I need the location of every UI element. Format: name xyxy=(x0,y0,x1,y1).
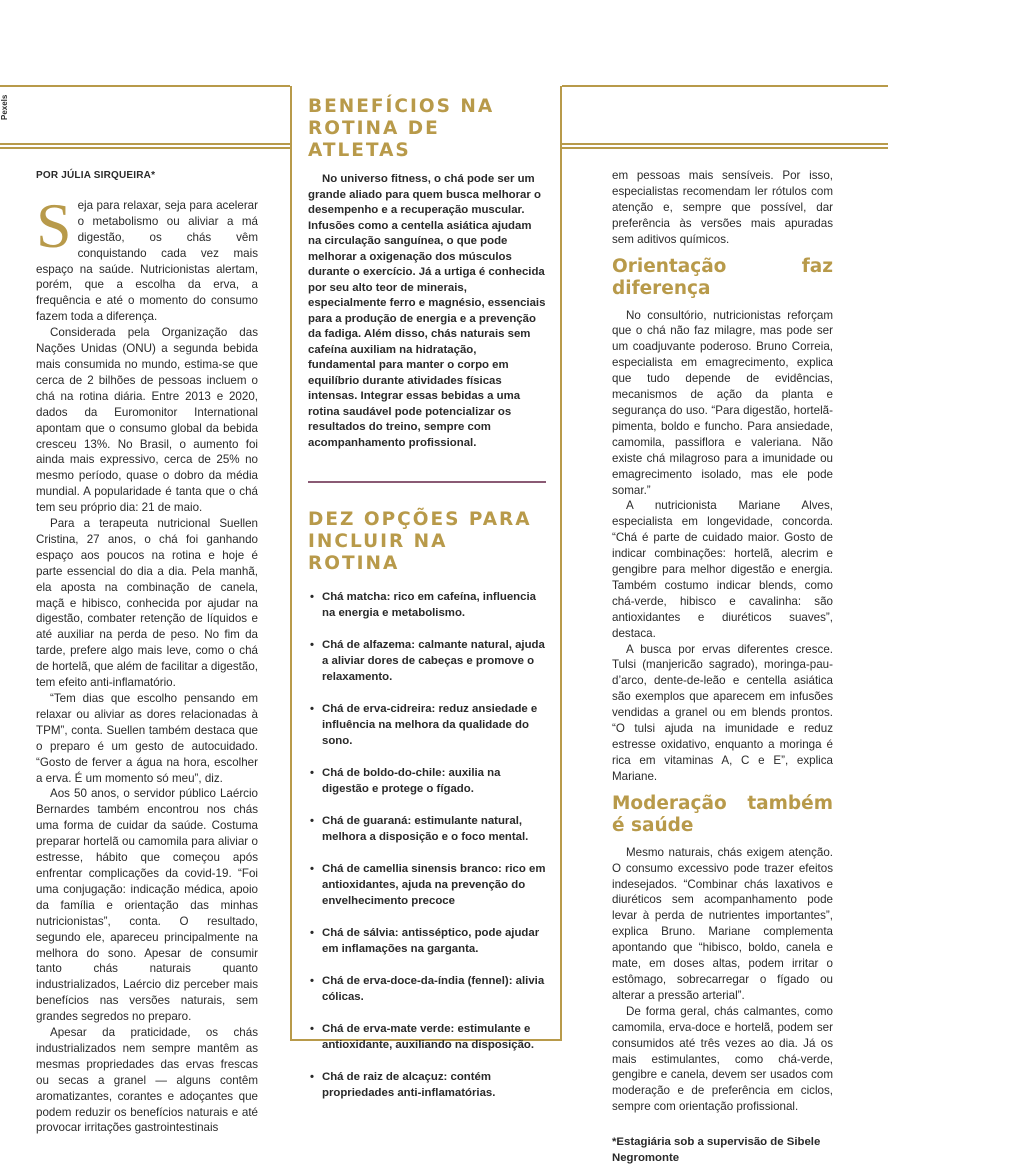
tea-description: contém propriedades anti-inflamatórias. xyxy=(322,1071,496,1099)
tea-list-item xyxy=(308,1021,546,1053)
tea-list-item xyxy=(308,637,546,685)
lead-paragraph: Seja para relaxar, seja para acelerar o metabolismo ou aliviar a má digestão, os chás vêm conquistando cada vez mais espaço na saúde. Nutricionistas alertam, porém, que a escolha da erva, a frequência e até o momento do consumo fazem toda a diferença. xyxy=(36,189,258,324)
paragraph: Apesar da praticidade, os chás industrializados nem sempre mantêm as mesmas propriedades das ervas frescas ou secas a granel — alguns contêm aromatizantes, corantes e adoçantes que podem reduzir os benefícios naturais e até provocar irritações gastrointestinais xyxy=(36,1026,258,1135)
tea-name: Chá de raiz de alcaçuz: xyxy=(322,1071,448,1083)
tea-description: antisséptico, pode ajudar em inflamações na garganta. xyxy=(322,927,540,955)
paragraph: De forma geral, chás calmantes, como camomila, erva-doce e hortelã, podem ser consumidos até três vezes ao dia. Já os mais estimulantes, como chá-verde, gengibre e canela, devem ser usados com moderação e de preferência em ciclos, sempre com orientação profissional. xyxy=(612,1004,833,1114)
top-rule-right xyxy=(562,85,888,87)
bullet-icon: • xyxy=(310,975,314,987)
tea-list-item xyxy=(308,861,546,909)
tea-list-item xyxy=(308,925,546,957)
paragraph: Mesmo naturais, chás exigem atenção. O consumo excessivo pode trazer efeitos indesejados. “Combinar chás laxativos e diuréticos sem acompanhamento pode levar à perda de nutrientes importantes”, explica Bruno. Mariane complementa apontando que “hibisco, boldo, canela e mate, em doses altas, podem irritar o estômago, sobrecarregar o fígado ou alterar a pressão arterial”. xyxy=(612,845,833,1002)
subheading-orientacao: Orientação faz diferença xyxy=(612,255,833,299)
paragraph: “Tem dias que escolho pensando em relaxar ou aliviar as dores relacionadas à TPM”, conta. Suellen também destaca que o preparo é um gesto de autocuidado. “Gosto de ferver a água na hora, escolher a erva. É um momento só meu”, diz. xyxy=(36,692,258,785)
left-column xyxy=(36,168,258,1136)
drop-cap: S xyxy=(36,189,72,261)
box-text-athletes: No universo fitness, o chá pode ser um grande aliado para quem busca melhorar o desempenho e a recuperação muscular. Infusões como a centella asiática ajudam na circulação sanguínea, o que pode melhorar a oxigenação dos músculos durante o exercício. Já a urtiga é conhecida por seu alto teor de minerais, especialmente ferro e magnésio, essenciais para a produção de energia e a prevenção da fadiga. Além disso, chás naturais sem cafeína auxiliam na hidratação, fundamental para manter o corpo em equilíbrio durante atividades físicas intensas. Integrar essas bebidas a uma rotina saudável pode potencializar os resultados do treino, sempre com acompanhamento profissional. xyxy=(308,173,546,449)
tea-list xyxy=(308,589,546,1101)
tea-description: estimulante e antioxidante, auxiliando na disposição. xyxy=(322,1023,535,1051)
bullet-icon: • xyxy=(310,1023,314,1035)
tea-description: rico em cafeína, influencia na energia e metabolismo. xyxy=(322,591,536,619)
tea-name: Chá de boldo-do-chile: xyxy=(322,767,446,779)
tea-name: Chá de camellia sinensis branco: xyxy=(322,863,502,875)
tea-description: auxilia na digestão e protege o fígado. xyxy=(322,767,501,795)
tea-name: Chá matcha: xyxy=(322,591,391,603)
tea-name: Chá de erva-cidreira: xyxy=(322,703,436,715)
box-divider xyxy=(308,481,546,483)
footnote: *Estagiária sob a supervisão de Sibele Negromonte xyxy=(612,1136,821,1164)
paragraph: Para a terapeuta nutricional Suellen Cristina, 27 anos, o chá foi ganhando espaço aos poucos na rotina e hoje é parte essencial do dia a dia. Pela manhã, ela aposta na combinação de canela, maçã e hibisco, conhecida por ajudar na digestão, combater retenção de líquidos e até auxiliar na perda de peso. No fim da tarde, prefere algo mais leve, como o chá de hortelã, que além de facilitar a digestão, tem efeito anti-inflamatório. xyxy=(36,517,258,690)
tea-name: Chá de erva-mate verde: xyxy=(322,1023,455,1035)
box-title-options: DEZ OPÇÕES PARA INCLUIR NA ROTINA xyxy=(308,509,532,574)
tea-description: rico em antioxidantes, ajuda na prevenção do envelhecimento precoce xyxy=(322,863,546,907)
bullet-icon: • xyxy=(310,863,314,875)
box-title-athletes: BENEFÍCIOS NA ROTINA DE ATLETAS xyxy=(308,96,495,161)
bullet-icon: • xyxy=(310,1071,314,1083)
tea-name: Chá de guaraná: xyxy=(322,815,412,827)
tea-list-item xyxy=(308,1069,546,1101)
header-rule-left-2 xyxy=(0,147,290,149)
paragraph: No consultório, nutricionistas reforçam que o chá não faz milagre, mas pode ser um coadjuvante poderoso. Bruno Correia, especialista em emagrecimento, explica que tudo depende de evidências, mecanismos de ação da planta e segurança do uso. “Para digestão, hortelã-pimenta, boldo e funcho. Para ansiedade, camomila, passiflora e valeriana. Não existe chá milagroso para a imunidade ou emagrecimento isolado, mas ele pode somar.” xyxy=(612,308,833,497)
tea-description: calmante natural, ajuda a aliviar dores de cabeças e promove o relaxamento. xyxy=(322,639,545,683)
tea-description: alivia cólicas. xyxy=(322,975,545,1003)
paragraph: A nutricionista Mariane Alves, especialista em longevidade, concorda. “Chá é parte de cuidado maior. Gosto de indicar combinações: hortelã, alecrim e gengibre para melhor digestão e energia. Também costumo indicar blends, como chá-verde, hibisco e cavalinha: são antioxidantes e diuréticos suaves”, destaca. xyxy=(612,499,833,640)
tea-list-item xyxy=(308,765,546,797)
header-rule-right-2 xyxy=(562,147,888,149)
paragraph: Considerada pela Organização das Nações Unidas (ONU) a segunda bebida mais consumida no mundo, estima-se que cerca de 2 bilhões de pessoas incluem o chá na rotina diária. Entre 2013 e 2020, dados da Euromonitor International apontam que o consumo global da bebida cresceu 13%. No Brasil, o aumento foi ainda mais expressivo, cerca de 25% no mesmo período, quase o dobro da média mundial. A popularidade é tanta que o chá tem seu próprio dia: 21 de maio. xyxy=(36,326,258,515)
paragraph: A busca por ervas diferentes cresce. Tulsi (manjericão sagrado), moringa-pau-d’arco, dente-de-leão e centella asiática são exemplos que aparecem em infusões vendidas a granel ou em blends prontos. “O tulsi ajuda na imunidade e reduz estresse oxidativo, enquanto a moringa é rica em vitaminas A, C e E”, explica Mariane. xyxy=(612,642,833,783)
paragraph: Aos 50 anos, o servidor público Laércio Bernardes também encontrou nos chás uma forma de cuidar da saúde. Costuma preparar hortelã ou camomila para aliviar o estresse, hábito que começou após enfrentar complicações da covid-19. “Foi uma conjugação: indicação médica, apoio da família e orientação das minhas nutricionistas”, conta. O resultado, segundo ele, apareceu principalmente na melhora do sono. Apesar de consumir tanto chás naturais quanto industrializados, Laércio diz perceber mais benefícios nas versões naturais, sem grandes segredos no preparo. xyxy=(36,787,258,1024)
right-column xyxy=(612,168,833,1166)
tea-list-item xyxy=(308,973,546,1005)
tea-description: estimulante natural, melhora a disposição e o foco mental. xyxy=(322,815,529,843)
tea-list-item xyxy=(308,813,546,845)
tea-name: Chá de sálvia: xyxy=(322,927,399,939)
bullet-icon: • xyxy=(310,591,314,603)
tea-description: reduz ansiedade e influência na melhora da qualidade do sono. xyxy=(322,703,538,747)
header-rule-right-1 xyxy=(562,143,888,145)
paragraph: em pessoas mais sensíveis. Por isso, especialistas recomendam ler rótulos com atenção e, sempre que possível, dar preferência às versões mais apuradas sem aditivos químicos. xyxy=(612,169,833,246)
tea-name: Chá de alfazema: xyxy=(322,639,416,651)
bullet-icon: • xyxy=(310,703,314,715)
byline: POR JÚLIA SIRQUEIRA* xyxy=(36,170,156,181)
photo-credit: Pexels xyxy=(0,94,9,120)
tea-list-item xyxy=(308,701,546,749)
bullet-icon: • xyxy=(310,927,314,939)
tea-name: Chá de erva-doce-da-índia (fennel): xyxy=(322,975,513,987)
top-rule-left xyxy=(0,85,290,87)
sidebar-box xyxy=(290,86,562,1099)
tea-list-item xyxy=(308,589,546,621)
header-rule-left-1 xyxy=(0,143,290,145)
bullet-icon: • xyxy=(310,815,314,827)
subheading-moderacao: Moderação também é saúde xyxy=(612,792,833,836)
bullet-icon: • xyxy=(310,639,314,651)
bullet-icon: • xyxy=(310,767,314,779)
